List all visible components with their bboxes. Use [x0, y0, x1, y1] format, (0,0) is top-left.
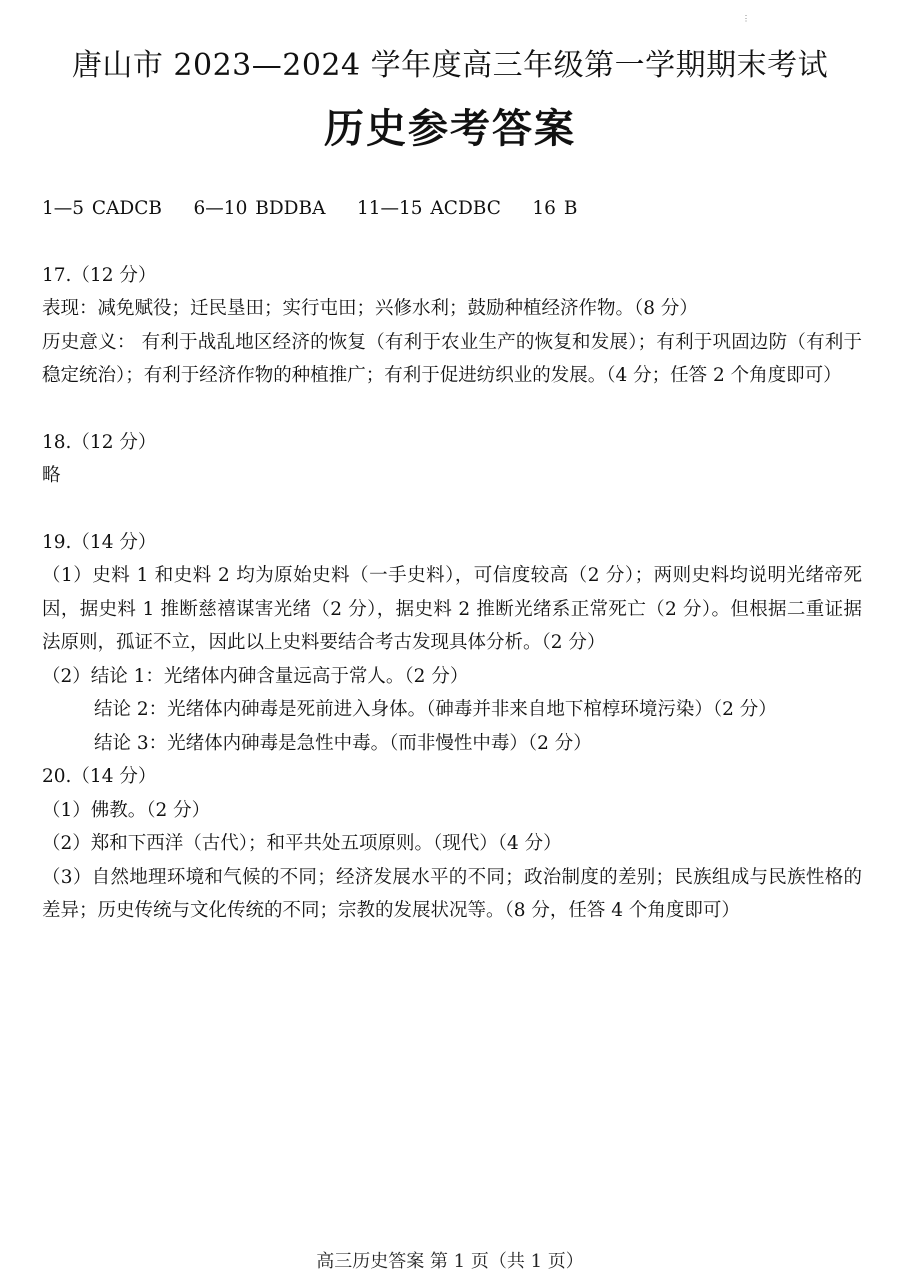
corner-mark: ⋮ [742, 14, 750, 23]
question-18 [42, 426, 862, 493]
question-19-heading: 19.（14 分） [42, 531, 157, 553]
question-19-conclusion: 结论 3：光绪体内砷毒是急性中毒。（而非慢性中毒）（2 分） [94, 732, 592, 754]
question-20 [42, 760, 862, 928]
question-17-heading: 17.（12 分） [42, 264, 157, 286]
question-20-part: （2）郑和下西洋（古代）；和平共处五项原则。（现代）（4 分） [42, 833, 562, 854]
question-17 [42, 259, 862, 393]
question-19-part-2: （2）结论 1：光绪体内砷含量远高于常人。（2 分） [42, 665, 469, 687]
multiple-choice-answers: 1—5 CADCB 6—10 BDDBA 11—15 ACDBC 16 B [42, 198, 578, 219]
question-19-part-1: （1）史料 1 和史料 2 均为原始史料（一手史料），可信度较高（2 分）；两则史料均说明光绪帝死因，据史料 1 推断慈禧谋害光绪（2 分），据史料 2 推断光绪系正常死亡（2 分）。但根据二重证据法原则，孤证不立，因此以上史料要结合考古发现具体分析。（2 分） [42, 565, 862, 653]
question-17-line: 历史意义： 有利于战乱地区经济的恢复（有利于农业生产的恢复和发展）；有利于巩固边防（有利于稳定统治）；有利于经济作物的种植推广；有利于促进纺织业的发展。（4 分；任答 2 个角度即可） [42, 331, 862, 386]
question-18-heading: 18.（12 分） [42, 431, 157, 453]
exam-title: 唐山市 2023—2024 学年度高三年级第一学期期末考试 [71, 48, 829, 83]
question-20-part: （1）佛教。（2 分） [42, 799, 211, 821]
page-footer: 高三历史答案 第 1 页（共 1 页） [316, 1251, 584, 1272]
question-20-heading: 20.（14 分） [42, 766, 157, 787]
question-19 [42, 526, 862, 761]
question-19-conclusion: 结论 2：光绪体内砷毒是死前进入身体。（砷毒并非来自地下棺椁环境污染）（2 分） [94, 699, 777, 720]
answer-key-title: 历史参考答案 [324, 105, 576, 152]
question-18-answer: 略 [42, 465, 61, 486]
answer-body [42, 192, 862, 928]
question-17-line: 表现：减免赋役；迁民垦田；实行屯田；兴修水利；鼓励种植经济作物。（8 分） [42, 298, 698, 319]
question-20-part: （3）自然地理环境和气候的不同；经济发展水平的不同；政治制度的差别；民族组成与民族性格的差异；历史传统与文化传统的不同；宗教的发展状况等。（8 分，任答 4 个角度即可） [42, 866, 862, 921]
